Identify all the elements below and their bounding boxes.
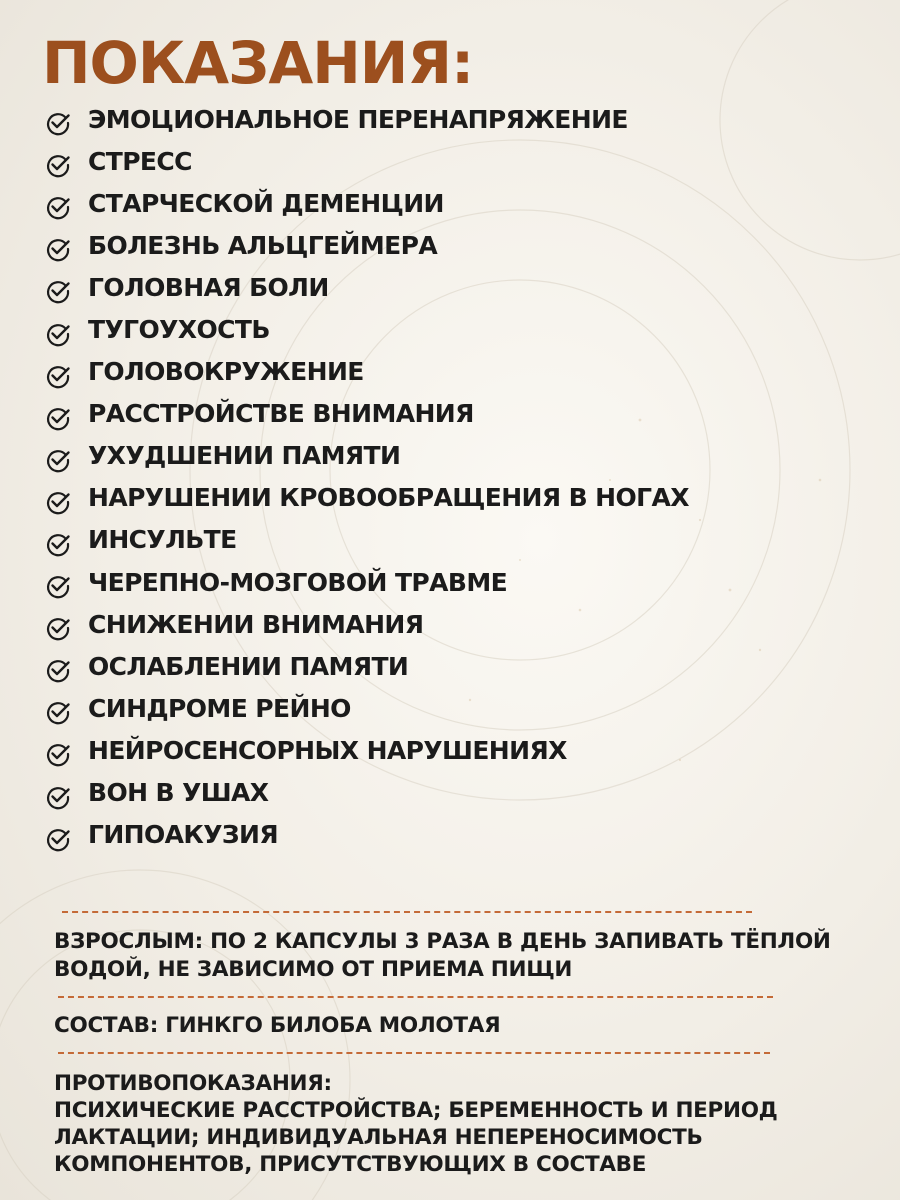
indication-text: ГОЛОВОКРУЖЕНИЕ (88, 357, 364, 387)
indication-text: ВОН В УШАХ (88, 778, 269, 808)
indication-item (44, 603, 689, 645)
check-circle-icon (44, 783, 72, 811)
check-circle-icon (44, 109, 72, 137)
indication-item (44, 477, 689, 519)
contraindications-title: ПРОТИВОПОКАЗАНИЯ: (54, 1071, 332, 1096)
indication-text: НАРУШЕНИИ КРОВООБРАЩЕНИЯ В НОГАХ (88, 483, 689, 513)
check-circle-icon (44, 277, 72, 305)
composition-text: СОСТАВ: ГИНКГО БИЛОБА МОЛОТАЯ (54, 1013, 501, 1038)
indication-item (44, 308, 689, 350)
indication-text: ГОЛОВНАЯ БОЛИ (88, 272, 329, 302)
check-circle-icon (44, 362, 72, 390)
page-title: ПОКАЗАНИЯ: (42, 29, 474, 97)
indication-item (44, 351, 689, 393)
check-circle-icon (44, 656, 72, 684)
dosage-line: ВОДОЙ, НЕ ЗАВИСИМО ОТ ПРИЕМА ПИЩИ (54, 957, 573, 982)
check-circle-icon (44, 698, 72, 726)
indication-item (44, 182, 689, 224)
indication-item (44, 772, 689, 814)
contraindications-text (54, 1070, 778, 1178)
check-circle-icon (44, 235, 72, 263)
indication-text: СИНДРОМЕ РЕЙНО (88, 693, 351, 723)
indication-item (44, 98, 689, 140)
dosage-line: ВЗРОСЛЫМ: ПО 2 КАПСУЛЫ 3 РАЗА В ДЕНЬ ЗАПИВАТЬ ТЁПЛОЙ (54, 929, 831, 954)
check-circle-icon (44, 488, 72, 516)
indication-item (44, 687, 689, 729)
section-divider (58, 1052, 770, 1054)
indication-text: РАССТРОЙСТВЕ ВНИМАНИЯ (88, 399, 474, 429)
indication-text: БОЛЕЗНЬ АЛЬЦГЕЙМЕРА (88, 230, 438, 260)
indication-text: ИНСУЛЬТЕ (88, 525, 237, 555)
check-circle-icon (44, 572, 72, 600)
check-circle-icon (44, 825, 72, 853)
indication-item (44, 266, 689, 308)
contraindications-line: ЛАКТАЦИИ; ИНДИВИДУАЛЬНАЯ НЕПЕРЕНОСИМОСТЬ (54, 1125, 703, 1150)
dosage-text (54, 928, 831, 984)
indication-item (44, 224, 689, 266)
indication-item (44, 519, 689, 561)
indication-item (44, 140, 689, 182)
indication-text: ОСЛАБЛЕНИИ ПАМЯТИ (88, 651, 409, 681)
indication-text: НЕЙРОСЕНСОРНЫХ НАРУШЕНИЯХ (88, 735, 567, 765)
indication-text: СНИЖЕНИИ ВНИМАНИЯ (88, 609, 424, 639)
indication-text: УХУДШЕНИИ ПАМЯТИ (88, 441, 401, 471)
check-circle-icon (44, 151, 72, 179)
indication-item (44, 814, 689, 856)
indication-item (44, 435, 689, 477)
section-divider (62, 911, 752, 913)
indication-text: ЧЕРЕПНО-МОЗГОВОЙ ТРАВМЕ (88, 567, 508, 597)
indication-text: ТУГОУХОСТЬ (88, 315, 270, 345)
indication-text: СТАРЧЕСКОЙ ДЕМЕНЦИИ (88, 188, 444, 218)
check-circle-icon (44, 404, 72, 432)
indication-item (44, 393, 689, 435)
indication-item (44, 729, 689, 771)
check-circle-icon (44, 530, 72, 558)
indication-text: СТРЕСС (88, 146, 192, 176)
contraindications-line: ПСИХИЧЕСКИЕ РАССТРОЙСТВА; БЕРЕМЕННОСТЬ И ПЕРИОД (54, 1098, 778, 1123)
contraindications-line: КОМПОНЕНТОВ, ПРИСУТСТВУЮЩИХ В СОСТАВЕ (54, 1152, 647, 1177)
indication-item (44, 561, 689, 603)
check-circle-icon (44, 614, 72, 642)
indications-list (44, 98, 689, 856)
check-circle-icon (44, 446, 72, 474)
check-circle-icon (44, 193, 72, 221)
section-divider (58, 996, 773, 998)
check-circle-icon (44, 320, 72, 348)
indication-text: ЭМОЦИОНАЛЬНОЕ ПЕРЕНАПРЯЖЕНИЕ (88, 104, 628, 134)
indication-item (44, 645, 689, 687)
check-circle-icon (44, 740, 72, 768)
indication-text: ГИПОАКУЗИЯ (88, 820, 279, 850)
